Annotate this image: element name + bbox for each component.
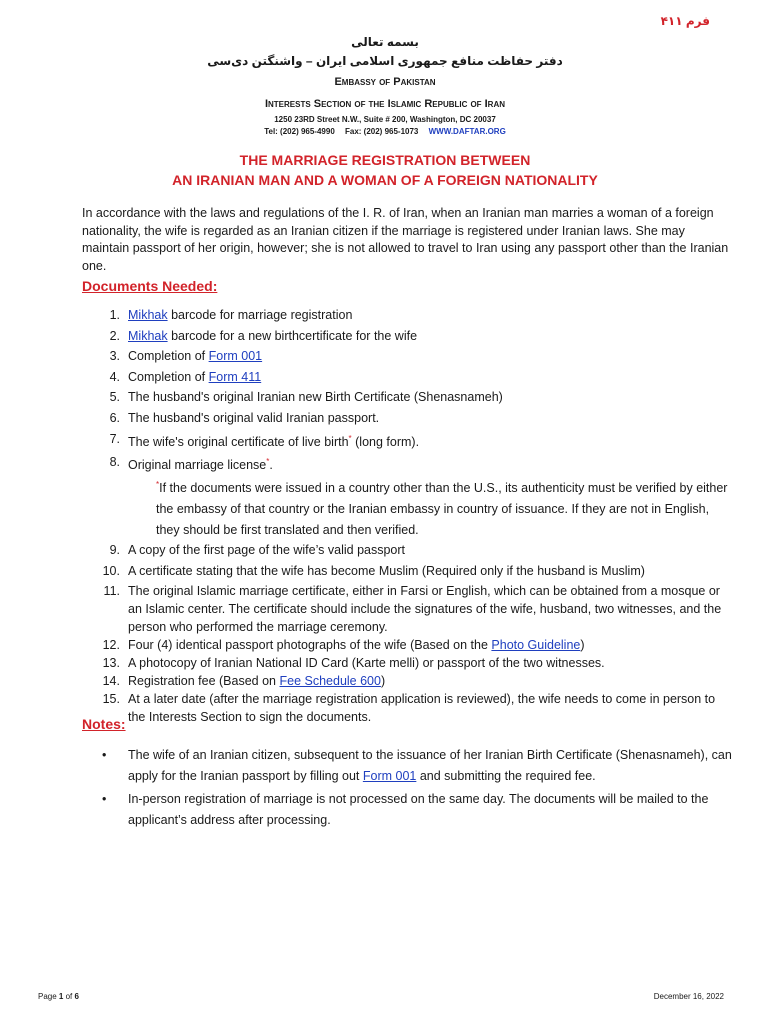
list-item: 3. Completion of Form 001 [109, 349, 263, 364]
address: 1250 23RD Street N.W., Suite # 200, Washington, DC 20037 [274, 115, 496, 124]
fee-schedule-link[interactable]: Fee Schedule 600 [279, 674, 381, 689]
list-item: 4. Completion of Form 411 [109, 369, 262, 384]
form-411-link[interactable]: Form 411 [208, 369, 262, 384]
persian-office-name: دفتر حفاظت منافع جمهوری اسلامی ایران – واشنگتن دی‌سی [207, 54, 563, 68]
list-item: 13. A photocopy of Iranian National ID Card (Karte melli) or passport of the two witnesses. [102, 656, 605, 671]
list-item: 2. Mikhak barcode for a new birthcertificate for the wife [109, 328, 418, 343]
list-item: 9. A copy of the first page of the wife’s valid passport [109, 543, 406, 558]
form-001-link[interactable]: Form 001 [362, 768, 417, 783]
telephone: Tel: (202) 965-4990 [264, 127, 335, 136]
page-number: Page 1 of 6 [38, 992, 79, 1001]
form-001-link[interactable]: Form 001 [208, 349, 263, 364]
form-number: فرم ۴۱۱ [660, 14, 710, 28]
website-link[interactable]: WWW.DAFTAR.ORG [428, 127, 506, 136]
letterhead [0, 34, 770, 138]
list-item: • In-person registration of marriage is not processed on the same day. The documents will be mailed to the applicant’s address after processing. [82, 789, 732, 830]
fax: Fax: (202) 965-1073 [345, 127, 419, 136]
persian-heading: بسمه تعالی [351, 35, 419, 49]
list-item: 15. At a later date (after the marriage registration application is reviewed), the wife needs to come in person to the Interests Section to sign the documents. [102, 692, 716, 725]
list-item: 10. A certificate stating that the wife has become Muslim (Required only if the husband is Muslim) [102, 563, 645, 578]
list-item: 5. The husband's original Iranian new Birth Certificate (Shenasnameh) [109, 390, 503, 405]
bullet-icon: • [102, 792, 107, 806]
notes-heading: Notes: [82, 716, 126, 732]
list-item: 11. The original Islamic marriage certificate, either in Farsi or English, which can be obtained from a mosque or an Islamic center. The certificate should include the signatures of the wife, husband, two witnesses, and the person who performed the marriage ceremony. [103, 584, 722, 635]
list-item: • The wife of an Iranian citizen, subsequent to the issuance of her Iranian Birth Certificate (Shenasnameh), can apply for the Iranian passport by filling out Form 001 and submitting the required fee. [82, 745, 732, 786]
list-item: 14. Registration fee (Based on Fee Schedule 600) [102, 674, 386, 689]
document-date: December 16, 2022 [653, 992, 724, 1001]
list-item: 1. Mikhak barcode for marriage registration [109, 308, 353, 322]
asterisk-mark: * [266, 457, 270, 467]
bullet-icon: • [102, 748, 107, 762]
embassy-name: Embassy of Pakistan [334, 76, 436, 88]
mikhak-link[interactable]: Mikhak [128, 308, 168, 322]
notes-list [82, 745, 732, 833]
documents-list [82, 306, 732, 726]
intro-paragraph: In accordance with the laws and regulations of the I. R. of Iran, when an Iranian man marries a woman of a foreign nationality, the wife is regarded as an Iranian citizen if the marriage is registered under Iranian laws. She may maintain passport of her origin, however; she is not allowed to travel to Iran using any passport other than the Iranian one. [82, 206, 729, 273]
interests-section-name: Interests Section of the Islamic Republic of Iran [264, 98, 506, 110]
contact-line [0, 126, 770, 138]
documents-heading: Documents Needed: [82, 278, 218, 294]
photo-guideline-link[interactable]: Photo Guideline [491, 638, 581, 653]
asterisk-mark: * [348, 433, 352, 443]
list-item: 12. Four (4) identical passport photographs of the wife (Based on the Photo Guideline) [102, 638, 585, 653]
title-line-1: THE MARRIAGE REGISTRATION BETWEEN [239, 152, 531, 168]
list-item: 8. Original marriage license*. [109, 455, 273, 473]
mikhak-link[interactable]: Mikhak [128, 328, 168, 343]
title-line-2: AN IRANIAN MAN AND A WOMAN OF A FOREIGN NATIONALITY [172, 172, 598, 188]
footnote: *If the documents were issued in a country other than the U.S., its authenticity must be verified by either the embassy of that country or the Iranian embassy in country of issuance. If they are not in English, they should be first translated and then verified. [156, 480, 728, 537]
list-item: 7. The wife's original certificate of live birth* (long form). [109, 431, 420, 449]
list-item: 6. The husband's original valid Iranian passport. [109, 410, 380, 425]
document-title [0, 150, 770, 190]
asterisk-mark: * [156, 480, 160, 490]
